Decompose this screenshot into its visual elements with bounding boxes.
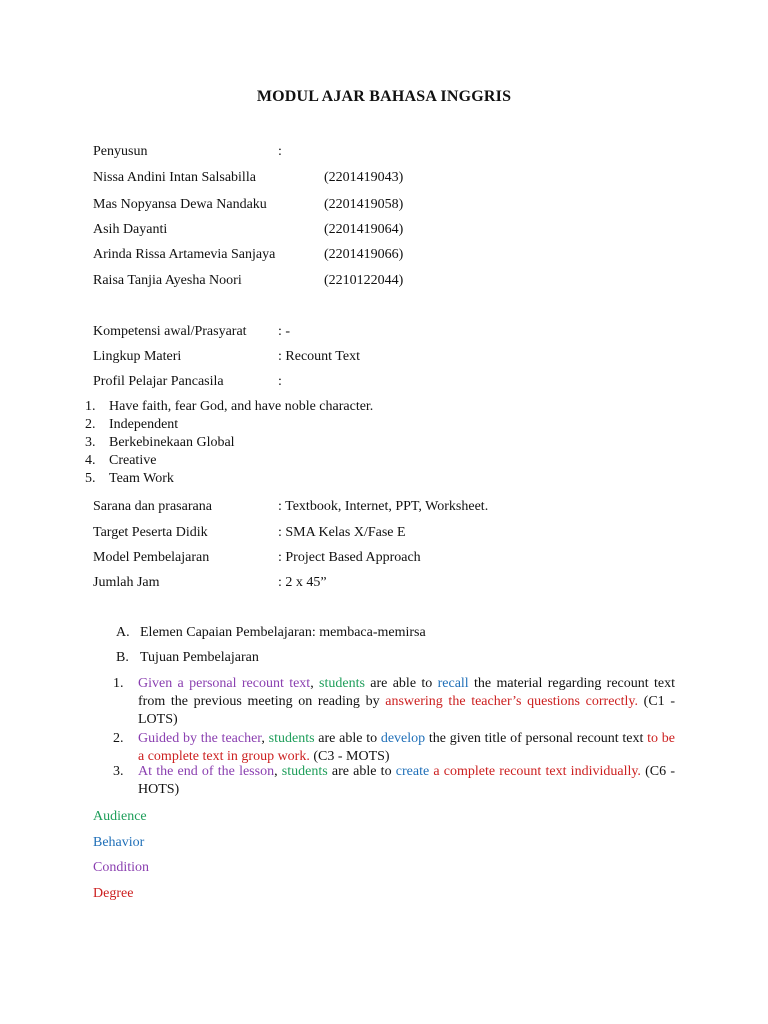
author-id: (2201419043)	[324, 170, 404, 185]
author-id: (2201419064)	[324, 222, 404, 237]
info-value: :	[278, 374, 282, 389]
comma: ,	[274, 764, 282, 779]
author-name: Raisa Tanjia Ayesha Noori	[93, 273, 242, 288]
info-label: Lingkup Materi	[93, 349, 182, 364]
objective-text	[138, 675, 675, 729]
objective-item	[113, 763, 675, 799]
list-text: Team Work	[109, 471, 174, 486]
audience-text: students	[281, 764, 328, 779]
info-label: Profil Pelajar Pancasila	[93, 374, 224, 389]
degree-text: to be a complete text in group work.	[138, 731, 676, 764]
info-row-kompetensi	[93, 323, 291, 341]
legend-condition: Condition	[93, 860, 150, 875]
section-text: Tujuan Pembelajaran	[140, 650, 259, 665]
info-value: : -	[278, 324, 291, 339]
info-value: : Recount Text	[278, 349, 360, 364]
objective-number: 2.	[113, 731, 124, 746]
info-label: Kompetensi awal/Prasyarat	[93, 324, 247, 339]
info-value: : SMA Kelas X/Fase E	[278, 525, 406, 540]
info-row-model	[93, 549, 421, 567]
list-text: Independent	[109, 417, 179, 432]
degree-text: a complete recount text individually.	[433, 764, 641, 779]
objective-text	[138, 763, 675, 799]
behavior-text: recall	[437, 676, 469, 691]
legend-behavior: Behavior	[93, 835, 145, 850]
level-text: (C1 - LOTS)	[138, 694, 675, 727]
info-value: : 2 x 45”	[278, 575, 327, 590]
level-text: (C3 - MOTS)	[309, 749, 390, 764]
list-number: 2.	[85, 417, 96, 432]
audience-text: students	[319, 676, 365, 691]
section-letter: B.	[116, 650, 129, 665]
section-b	[116, 650, 259, 666]
author-name: Mas Nopyansa Dewa Nandaku	[93, 197, 267, 212]
info-label: Sarana dan prasarana	[93, 499, 212, 514]
plain-text: the given title of personal recount text	[425, 731, 648, 746]
plain-text: are able to	[364, 676, 438, 691]
list-item	[85, 434, 235, 452]
info-value: : Project Based Approach	[278, 550, 421, 565]
author-row	[93, 169, 404, 187]
author-id: (2201419066)	[324, 247, 404, 262]
objective-item	[113, 675, 675, 729]
plain-text: are able to	[327, 764, 396, 779]
condition-text: Given a personal recount text	[138, 676, 311, 691]
info-row-jumlah-jam	[93, 574, 327, 592]
list-item	[85, 470, 174, 488]
plain-text: are able to	[314, 731, 381, 746]
list-number: 4.	[85, 453, 96, 468]
info-label: Model Pembelajaran	[93, 550, 210, 565]
section-letter: A.	[116, 625, 130, 640]
list-number: 5.	[85, 471, 96, 486]
author-name: Nissa Andini Intan Salsabilla	[93, 170, 256, 185]
list-number: 3.	[85, 435, 96, 450]
author-name: Asih Dayanti	[93, 222, 168, 237]
condition-text: At the end of the lesson	[138, 764, 275, 779]
list-text: Creative	[109, 453, 157, 468]
behavior-text: create	[395, 764, 430, 779]
author-row	[93, 272, 404, 290]
info-label: Target Peserta Didik	[93, 525, 208, 540]
author-row	[93, 246, 404, 264]
level-text: (C6 - HOTS)	[138, 764, 675, 797]
section-a	[116, 625, 426, 641]
info-label: Jumlah Jam	[93, 575, 160, 590]
degree-text: answering the teacher’s questions correctly.	[385, 694, 639, 709]
author-row	[93, 221, 404, 239]
legend-degree: Degree	[93, 886, 134, 901]
objective-number: 1.	[113, 676, 124, 691]
info-row-sarana	[93, 498, 489, 516]
author-row	[93, 196, 404, 214]
objective-number: 3.	[113, 764, 124, 779]
penyusun-colon: :	[278, 144, 282, 159]
list-item	[85, 398, 373, 416]
info-row-profil	[93, 373, 282, 391]
behavior-text: develop	[380, 731, 426, 746]
author-id: (2201419058)	[324, 197, 404, 212]
author-id: (2210122044)	[324, 273, 404, 288]
list-text: Berkebinekaan Global	[109, 435, 235, 450]
list-item	[85, 452, 156, 470]
comma: ,	[310, 676, 320, 691]
document-title: MODUL AJAR BAHASA INGGRIS	[256, 88, 512, 105]
info-value: : Textbook, Internet, PPT, Worksheet.	[278, 499, 489, 514]
penyusun-label: Penyusun	[93, 144, 148, 159]
audience-text: students	[268, 731, 315, 746]
section-text: Elemen Capaian Pembelajaran: membaca-memirsa	[140, 625, 426, 640]
condition-text: Guided by the teacher	[138, 731, 262, 746]
objective-text	[138, 730, 675, 766]
list-text: Have faith, fear God, and have noble character.	[109, 399, 374, 414]
info-row-target	[93, 524, 406, 542]
author-name: Arinda Rissa Artamevia Sanjaya	[93, 247, 276, 262]
legend-audience: Audience	[93, 809, 147, 824]
info-row-lingkup	[93, 348, 360, 366]
plain-text: the material regarding recount text from the previous meeting on reading by	[138, 676, 675, 709]
penyusun-row	[93, 143, 282, 161]
comma: ,	[261, 731, 269, 746]
list-item	[85, 416, 178, 434]
objective-item	[113, 730, 675, 766]
list-number: 1.	[85, 399, 96, 414]
